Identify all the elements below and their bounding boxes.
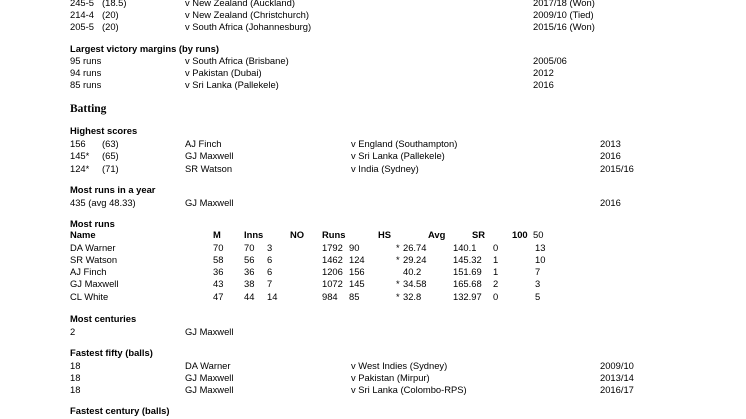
runs: 1792 <box>322 242 343 253</box>
opponent: v England (Southampton) <box>351 138 458 149</box>
average: 26.74 <box>403 242 427 253</box>
season: 2013 <box>600 138 621 149</box>
name: AJ Finch <box>70 266 107 277</box>
season: 2013/14 <box>600 372 634 383</box>
runs: 984 <box>322 291 338 302</box>
opponent: v South Africa (Brisbane) <box>185 55 289 66</box>
fifties: 7 <box>535 266 541 277</box>
name: GJ Maxwell <box>70 278 119 289</box>
player: DA Warner <box>185 360 231 371</box>
innings: 70 <box>244 242 255 253</box>
not-out-marker: * <box>396 242 400 253</box>
opponent: v Pakistan (Mirpur) <box>351 372 430 383</box>
balls: (71) <box>102 163 119 174</box>
matches: 70 <box>213 242 224 253</box>
high-score: 156 <box>349 266 365 277</box>
high-score: 145 <box>349 278 365 289</box>
col-runs: Runs <box>322 229 346 240</box>
hundreds: 1 <box>493 266 499 277</box>
player: SR Watson <box>185 163 233 174</box>
matches: 36 <box>213 266 224 277</box>
strike-rate: 165.68 <box>453 278 482 289</box>
name: DA Warner <box>70 242 116 253</box>
col-inns: Inns <box>244 229 264 240</box>
season: 2009/10 <box>600 360 634 371</box>
hundreds: 1 <box>493 254 499 265</box>
high-score: 85 <box>349 291 360 302</box>
not-outs: 7 <box>267 278 273 289</box>
high-score: 90 <box>349 242 360 253</box>
not-out-marker: * <box>396 254 400 265</box>
overs: (20) <box>102 9 119 20</box>
season: 2016 <box>600 150 621 161</box>
player: AJ Finch <box>185 138 222 149</box>
year-heading: Most runs in a year <box>70 184 156 195</box>
not-outs: 6 <box>267 266 273 277</box>
matches: 47 <box>213 291 224 302</box>
margin: 94 runs <box>70 67 102 78</box>
score: 156 <box>70 138 86 149</box>
overs: (18.5) <box>102 0 127 8</box>
opponent: v New Zealand (Auckland) <box>185 0 295 8</box>
player: GJ Maxwell <box>185 384 234 395</box>
overs: (20) <box>102 21 119 32</box>
opponent: v Sri Lanka (Pallekele) <box>185 79 279 90</box>
runs: 1072 <box>322 278 343 289</box>
hundreds: 2 <box>493 278 499 289</box>
average: 40.2 <box>403 266 422 277</box>
innings: 36 <box>244 266 255 277</box>
centuries-count: 2 <box>70 326 76 337</box>
season: 2016/17 <box>600 384 634 395</box>
opponent: v Pakistan (Dubai) <box>185 67 262 78</box>
col-hs: HS <box>378 229 392 240</box>
runs: 1462 <box>322 254 343 265</box>
col-50: 50 <box>533 229 544 240</box>
col-sr: SR <box>472 229 486 240</box>
season: 2005/06 <box>533 55 567 66</box>
season: 2012 <box>533 67 554 78</box>
fifties: 13 <box>535 242 546 253</box>
not-out-marker: * <box>396 291 400 302</box>
score: 245-5 <box>70 0 94 8</box>
average: 32.8 <box>403 291 422 302</box>
fifties: 10 <box>535 254 546 265</box>
not-outs: 6 <box>267 254 273 265</box>
most-runs-heading: Most runs <box>70 218 115 229</box>
name: SR Watson <box>70 254 118 265</box>
col-no: NO <box>290 229 305 240</box>
opponent: v Sri Lanka (Colombo-RPS) <box>351 384 467 395</box>
fastest-century-heading: Fastest century (balls) <box>70 405 170 416</box>
hundreds: 0 <box>493 291 499 302</box>
player: GJ Maxwell <box>185 150 234 161</box>
not-out-marker: * <box>396 278 400 289</box>
not-outs: 3 <box>267 242 273 253</box>
fifties: 5 <box>535 291 541 302</box>
runs: 1206 <box>322 266 343 277</box>
season: 2016 <box>600 197 621 208</box>
player: GJ Maxwell <box>185 326 234 337</box>
col-m: M <box>213 229 221 240</box>
margin: 85 runs <box>70 79 102 90</box>
col-name: Name <box>70 229 96 240</box>
matches: 58 <box>213 254 224 265</box>
margin: 95 runs <box>70 55 102 66</box>
balls: 18 <box>70 384 81 395</box>
average: 34.58 <box>403 278 427 289</box>
strike-rate: 140.1 <box>453 242 477 253</box>
hundreds: 0 <box>493 242 499 253</box>
season: 2016 <box>533 79 554 90</box>
victory-heading: Largest victory margins (by runs) <box>70 43 219 54</box>
opponent: v Sri Lanka (Pallekele) <box>351 150 445 161</box>
score: 124* <box>70 163 90 174</box>
innings: 56 <box>244 254 255 265</box>
fastest-fifty-heading: Fastest fifty (balls) <box>70 347 153 358</box>
balls: (65) <box>102 150 119 161</box>
balls: (63) <box>102 138 119 149</box>
season: 2017/18 (Won) <box>533 0 595 8</box>
matches: 43 <box>213 278 224 289</box>
batting-section-title: Batting <box>70 103 107 115</box>
innings: 44 <box>244 291 255 302</box>
centuries-heading: Most centuries <box>70 313 137 324</box>
strike-rate: 151.69 <box>453 266 482 277</box>
high-score: 124 <box>349 254 365 265</box>
season: 2015/16 <box>600 163 634 174</box>
season: 2009/10 (Tied) <box>533 9 594 20</box>
score: 145* <box>70 150 90 161</box>
balls: 18 <box>70 372 81 383</box>
col-100: 100 <box>512 229 528 240</box>
player: GJ Maxwell <box>185 372 234 383</box>
fifties: 3 <box>535 278 541 289</box>
strike-rate: 145.32 <box>453 254 482 265</box>
score: 214-4 <box>70 9 94 20</box>
name: CL White <box>70 291 109 302</box>
balls: 18 <box>70 360 81 371</box>
innings: 38 <box>244 278 255 289</box>
year-runs: 435 (avg 48.33) <box>70 197 136 208</box>
season: 2015/16 (Won) <box>533 21 595 32</box>
opponent: v South Africa (Johannesburg) <box>185 21 312 32</box>
average: 29.24 <box>403 254 427 265</box>
highest-scores-heading: Highest scores <box>70 125 138 136</box>
strike-rate: 132.97 <box>453 291 482 302</box>
not-outs: 14 <box>267 291 278 302</box>
opponent: v India (Sydney) <box>351 163 419 174</box>
col-avg: Avg <box>428 229 446 240</box>
opponent: v New Zealand (Christchurch) <box>185 9 309 20</box>
score: 205-5 <box>70 21 94 32</box>
player: GJ Maxwell <box>185 197 234 208</box>
opponent: v West Indies (Sydney) <box>351 360 448 371</box>
